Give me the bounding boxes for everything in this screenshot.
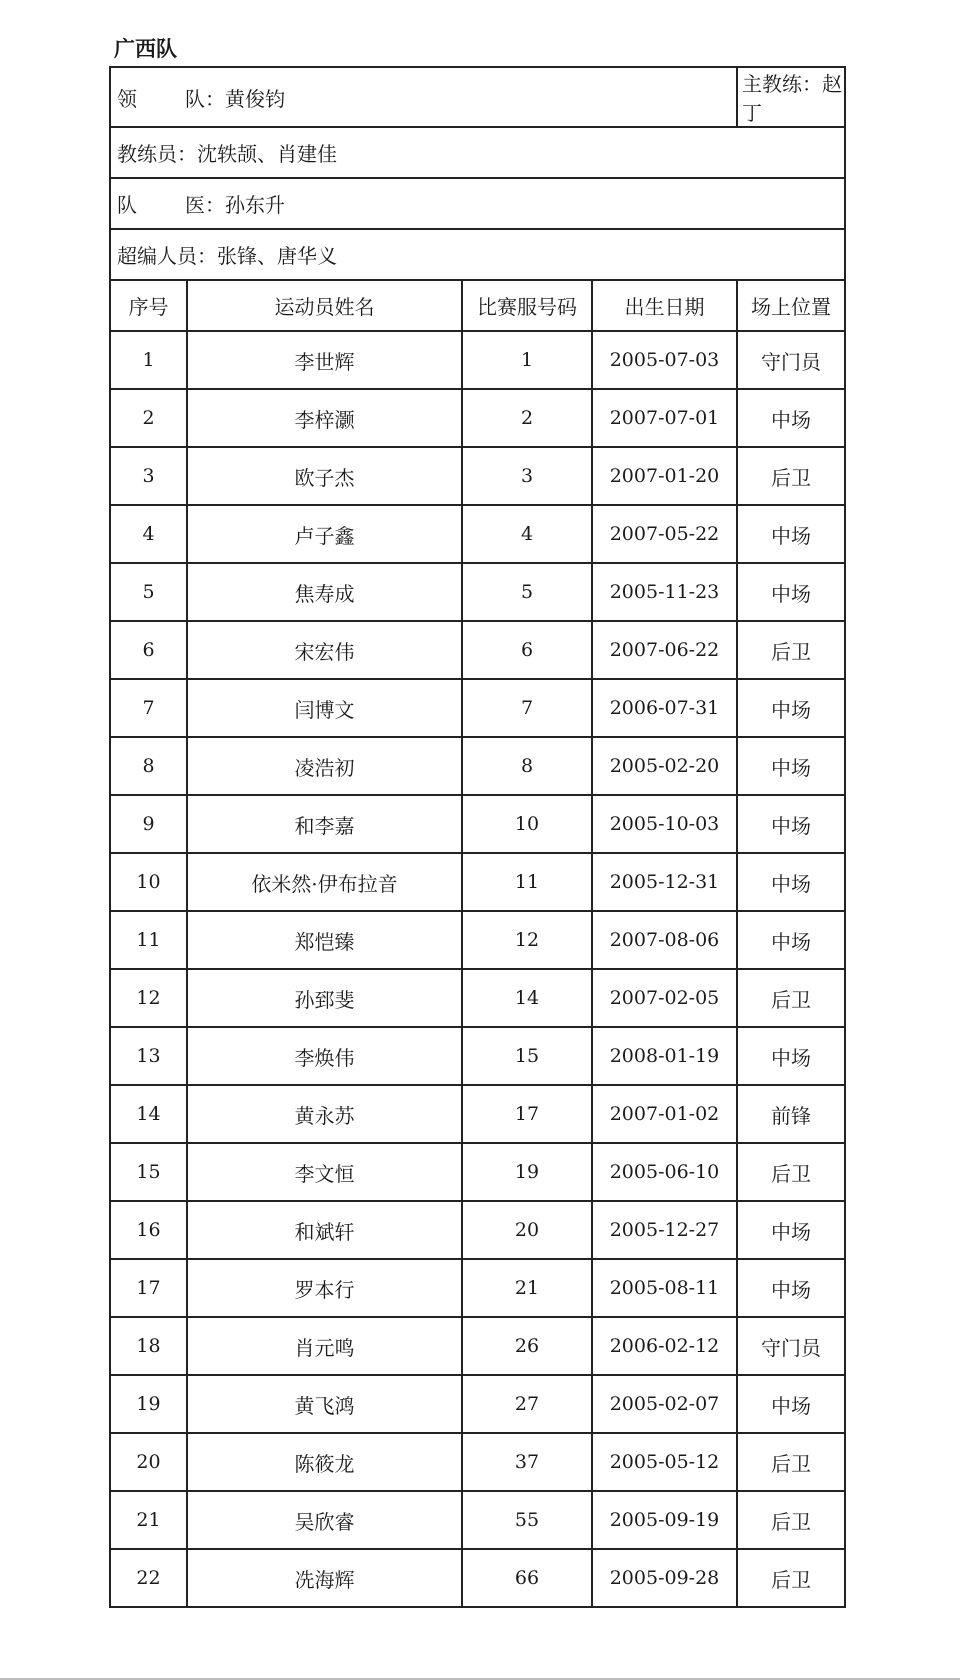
table-row (110, 447, 845, 505)
player-position: 后卫 (737, 447, 845, 505)
player-number: 11 (462, 853, 592, 911)
coaches-row (110, 127, 845, 178)
player-seq: 15 (110, 1143, 187, 1201)
player-seq: 9 (110, 795, 187, 853)
table-row (110, 1317, 845, 1375)
table-row (110, 1433, 845, 1491)
player-position: 中场 (737, 853, 845, 911)
extra-staff-label: 超编人员： (117, 244, 217, 268)
head-coach-cell (737, 67, 845, 127)
player-number: 26 (462, 1317, 592, 1375)
player-position: 后卫 (737, 1491, 845, 1549)
player-birth-date: 2005-05-12 (592, 1433, 737, 1491)
player-name: 吴欣睿 (187, 1491, 462, 1549)
player-name: 罗本行 (187, 1259, 462, 1317)
player-number: 12 (462, 911, 592, 969)
player-birth-date: 2005-10-03 (592, 795, 737, 853)
doctor-row (110, 178, 845, 229)
header-birth: 出生日期 (592, 280, 737, 331)
player-seq: 18 (110, 1317, 187, 1375)
player-name: 宋宏伟 (187, 621, 462, 679)
player-seq: 21 (110, 1491, 187, 1549)
roster-table (109, 66, 846, 1608)
player-position: 中场 (737, 563, 845, 621)
player-seq: 3 (110, 447, 187, 505)
player-name: 肖元鸣 (187, 1317, 462, 1375)
player-position: 中场 (737, 389, 845, 447)
player-birth-date: 2005-12-31 (592, 853, 737, 911)
player-position: 中场 (737, 795, 845, 853)
player-number: 1 (462, 331, 592, 389)
player-number: 3 (462, 447, 592, 505)
player-name: 陈筱龙 (187, 1433, 462, 1491)
player-birth-date: 2005-11-23 (592, 563, 737, 621)
player-number: 2 (462, 389, 592, 447)
table-row (110, 795, 845, 853)
player-position: 前锋 (737, 1085, 845, 1143)
table-row (110, 563, 845, 621)
team-leader-label-a: 领 (117, 86, 137, 111)
player-number: 20 (462, 1201, 592, 1259)
player-name: 卢子鑫 (187, 505, 462, 563)
player-number: 10 (462, 795, 592, 853)
coaches-cell (110, 127, 845, 178)
player-birth-date: 2007-07-01 (592, 389, 737, 447)
player-seq: 1 (110, 331, 187, 389)
player-position: 守门员 (737, 331, 845, 389)
player-number: 19 (462, 1143, 592, 1201)
player-name: 凌浩初 (187, 737, 462, 795)
table-row (110, 1027, 845, 1085)
player-name: 孙郅斐 (187, 969, 462, 1027)
table-row (110, 331, 845, 389)
player-name: 李梓灏 (187, 389, 462, 447)
player-position: 中场 (737, 911, 845, 969)
player-birth-date: 2007-05-22 (592, 505, 737, 563)
leader-row (110, 67, 845, 127)
player-number: 66 (462, 1549, 592, 1607)
table-row (110, 737, 845, 795)
player-name: 和李嘉 (187, 795, 462, 853)
table-row (110, 1491, 845, 1549)
player-number: 15 (462, 1027, 592, 1085)
player-number: 55 (462, 1491, 592, 1549)
player-name: 焦寿成 (187, 563, 462, 621)
table-row (110, 1549, 845, 1607)
player-number: 8 (462, 737, 592, 795)
player-seq: 4 (110, 505, 187, 563)
player-birth-date: 2005-09-28 (592, 1549, 737, 1607)
player-position: 后卫 (737, 621, 845, 679)
player-position: 后卫 (737, 1433, 845, 1491)
coaches-names: 沈轶颉、肖建佳 (197, 142, 337, 166)
player-position: 中场 (737, 737, 845, 795)
table-row (110, 853, 845, 911)
extra-staff-cell (110, 229, 845, 280)
head-coach-name: 赵丁 (742, 72, 842, 125)
player-birth-date: 2006-07-31 (592, 679, 737, 737)
player-position: 后卫 (737, 969, 845, 1027)
player-birth-date: 2005-08-11 (592, 1259, 737, 1317)
player-seq: 8 (110, 737, 187, 795)
player-birth-date: 2005-02-20 (592, 737, 737, 795)
table-row (110, 911, 845, 969)
team-leader-label-b: 队： (185, 86, 225, 111)
table-row (110, 1085, 845, 1143)
player-seq: 10 (110, 853, 187, 911)
player-birth-date: 2007-01-02 (592, 1085, 737, 1143)
player-birth-date: 2007-06-22 (592, 621, 737, 679)
player-name: 黄飞鸿 (187, 1375, 462, 1433)
header-number: 比赛服号码 (462, 280, 592, 331)
table-row (110, 1375, 845, 1433)
player-seq: 5 (110, 563, 187, 621)
player-birth-date: 2006-02-12 (592, 1317, 737, 1375)
player-seq: 19 (110, 1375, 187, 1433)
player-number: 7 (462, 679, 592, 737)
player-number: 27 (462, 1375, 592, 1433)
player-number: 37 (462, 1433, 592, 1491)
player-number: 17 (462, 1085, 592, 1143)
doctor-name: 孙东升 (225, 193, 285, 217)
player-seq: 11 (110, 911, 187, 969)
player-name: 欧子杰 (187, 447, 462, 505)
column-header-row (110, 280, 845, 331)
coaches-label: 教练员： (117, 142, 197, 166)
player-number: 5 (462, 563, 592, 621)
player-birth-date: 2007-01-20 (592, 447, 737, 505)
player-number: 6 (462, 621, 592, 679)
player-seq: 7 (110, 679, 187, 737)
player-position: 守门员 (737, 1317, 845, 1375)
table-row (110, 621, 845, 679)
player-birth-date: 2007-02-05 (592, 969, 737, 1027)
doctor-cell (110, 178, 845, 229)
table-row (110, 1259, 845, 1317)
player-name: 和斌轩 (187, 1201, 462, 1259)
table-row (110, 505, 845, 563)
player-name: 闫博文 (187, 679, 462, 737)
player-birth-date: 2008-01-19 (592, 1027, 737, 1085)
player-position: 中场 (737, 1259, 845, 1317)
player-birth-date: 2007-08-06 (592, 911, 737, 969)
player-position: 中场 (737, 1027, 845, 1085)
player-position: 中场 (737, 679, 845, 737)
team-leader-cell (110, 67, 737, 127)
player-birth-date: 2005-12-27 (592, 1201, 737, 1259)
player-seq: 20 (110, 1433, 187, 1491)
player-birth-date: 2005-07-03 (592, 331, 737, 389)
doctor-label-b: 医： (185, 193, 225, 217)
player-seq: 16 (110, 1201, 187, 1259)
player-seq: 14 (110, 1085, 187, 1143)
player-name: 郑恺臻 (187, 911, 462, 969)
extra-staff-row (110, 229, 845, 280)
player-position: 中场 (737, 1375, 845, 1433)
player-name: 李世辉 (187, 331, 462, 389)
team-leader-name: 黄俊钧 (225, 86, 285, 111)
player-seq: 13 (110, 1027, 187, 1085)
extra-staff-names: 张锋、唐华义 (217, 244, 337, 268)
table-row (110, 679, 845, 737)
player-birth-date: 2005-02-07 (592, 1375, 737, 1433)
player-number: 4 (462, 505, 592, 563)
player-position: 中场 (737, 1201, 845, 1259)
header-name: 运动员姓名 (187, 280, 462, 331)
player-number: 21 (462, 1259, 592, 1317)
doctor-label-a: 队 (117, 193, 137, 217)
player-seq: 6 (110, 621, 187, 679)
player-seq: 17 (110, 1259, 187, 1317)
table-row (110, 1143, 845, 1201)
player-birth-date: 2005-09-19 (592, 1491, 737, 1549)
player-name: 依米然·伊布拉音 (187, 853, 462, 911)
team-title: 广西队 (114, 37, 177, 61)
table-row (110, 389, 845, 447)
player-seq: 12 (110, 969, 187, 1027)
header-seq: 序号 (110, 280, 187, 331)
table-row (110, 1201, 845, 1259)
player-position: 后卫 (737, 1143, 845, 1201)
player-seq: 2 (110, 389, 187, 447)
player-position: 后卫 (737, 1549, 845, 1607)
table-row (110, 969, 845, 1027)
player-seq: 22 (110, 1549, 187, 1607)
player-name: 冼海辉 (187, 1549, 462, 1607)
player-position: 中场 (737, 505, 845, 563)
player-name: 黄永苏 (187, 1085, 462, 1143)
player-number: 14 (462, 969, 592, 1027)
head-coach-label: 主教练： (742, 72, 822, 96)
player-birth-date: 2005-06-10 (592, 1143, 737, 1201)
header-position: 场上位置 (737, 280, 845, 331)
player-name: 李文恒 (187, 1143, 462, 1201)
player-name: 李焕伟 (187, 1027, 462, 1085)
